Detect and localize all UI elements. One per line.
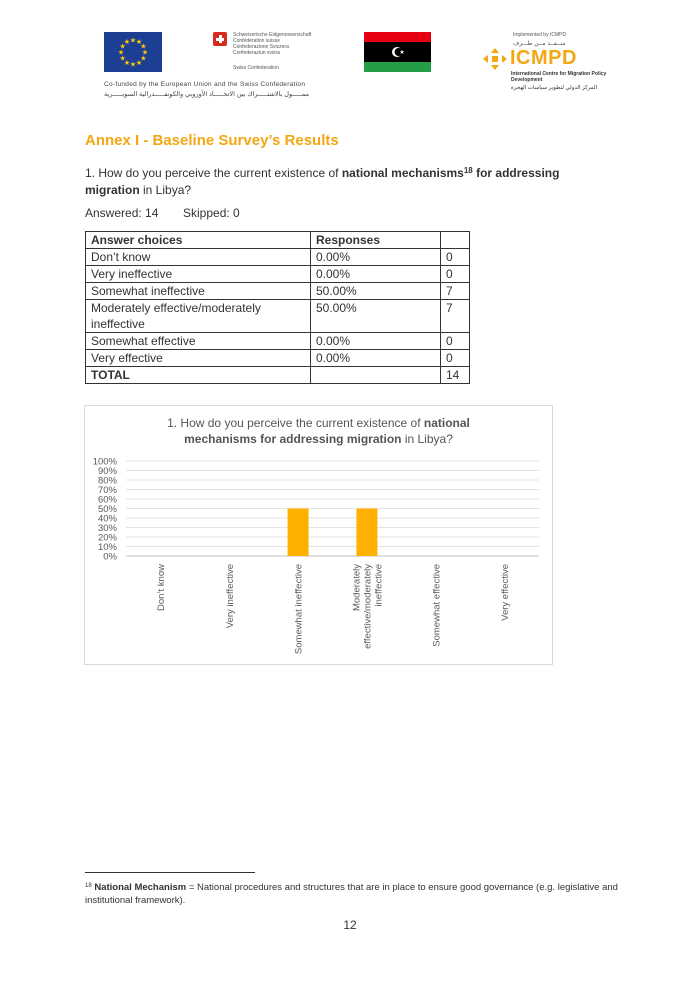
- responses-table: [85, 231, 470, 384]
- eu-star: ★: [140, 43, 147, 51]
- y-tick-label: 70%: [97, 485, 117, 496]
- chart-title-part: in Libya?: [401, 432, 453, 446]
- y-tick-label: 50%: [97, 504, 117, 515]
- eu-star: ★: [140, 55, 147, 63]
- eu-star: ★: [141, 49, 149, 57]
- crescent-star-icon: [364, 42, 431, 62]
- table-row: Somewhat effective 0.00% 0: [86, 333, 470, 350]
- eu-star: ★: [117, 49, 125, 57]
- header-count: [441, 232, 470, 249]
- eu-star: ★: [129, 37, 137, 45]
- implemented-by-arabic: منــفــذ مــن طـــرف: [513, 41, 566, 47]
- eu-star: ★: [119, 55, 126, 63]
- eu-star: ★: [129, 61, 137, 69]
- x-tick-label: ineffective: [373, 564, 385, 607]
- y-tick-label: 40%: [97, 513, 117, 525]
- eu-stars-icon: [104, 32, 162, 72]
- swiss-names: Schweizerische Eidgenossenschaft Confédération suisse Confederazione Svizzera Confederaziun svizra: [233, 32, 312, 56]
- icmpd-full-name: International Centre for Migration Policy Development: [511, 71, 607, 83]
- x-tick-label: Somewhat ineffective: [293, 564, 305, 655]
- y-tick-label: 10%: [97, 542, 117, 553]
- chart-title-part: national: [423, 416, 470, 430]
- eu-star: ★: [135, 59, 143, 67]
- survey-question: 1. How do you perceive the current existence of national mechanisms$^{18}$ for addressing migration in Libya?: [85, 166, 560, 197]
- responses-bar-chart: [84, 405, 553, 665]
- icmpd-wordmark: ICMPD: [510, 47, 577, 69]
- x-tick-label: Moderately: [351, 564, 363, 611]
- header-answer-choices: Answer choices: [86, 232, 311, 249]
- cofunded-statement-arabic: ممـــــول بالاشتـــــراك بين الاتحـــــاد الأوروبي والكونفـــــدرالية السويـــــرية: [104, 91, 310, 98]
- x-tick-label: effective/moderately: [362, 564, 374, 649]
- eu-star: ★: [135, 39, 143, 47]
- table-row: Moderately effective/moderately ineffective 50.00% 7: [86, 300, 470, 333]
- table-row: Very effective 0.00% 0: [86, 350, 470, 367]
- x-tick-label: Don’t know: [155, 564, 167, 611]
- swiss-confederation-label: Swiss Confederation: [233, 65, 279, 71]
- table-header-row: [86, 232, 470, 249]
- table-row: Don’t know 0.00% 0: [86, 249, 470, 266]
- header-responses: Responses: [311, 232, 441, 249]
- y-tick-label: 20%: [97, 532, 117, 544]
- x-tick-label: Very ineffective: [224, 564, 236, 629]
- y-tick-label: 0%: [103, 551, 117, 563]
- eu-flag-logo: [104, 32, 162, 72]
- y-tick-label: 80%: [97, 475, 117, 487]
- footnote-separator: [85, 872, 255, 873]
- bar: [356, 509, 377, 557]
- chart-title-part: 1. How do you perceive the current existence of: [167, 416, 424, 430]
- icmpd-arrows-icon: [483, 48, 507, 70]
- skipped-count: Skipped: 0: [183, 206, 240, 220]
- icmpd-logo: [483, 32, 607, 94]
- annex-title: Annex I - Baseline Survey’s Results: [85, 132, 339, 149]
- swiss-cross-icon: [213, 32, 227, 46]
- footnote-ref: 18: [463, 166, 473, 175]
- cofunded-statement: Co-funded by the European Union and the Swiss Confederation: [104, 81, 306, 88]
- y-tick-label: 60%: [97, 494, 117, 506]
- chart-plot: [85, 406, 552, 664]
- swiss-confederation-logo: [213, 32, 323, 74]
- bar: [288, 509, 309, 557]
- libya-flag-logo: [364, 32, 431, 72]
- x-tick-label: Very effective: [500, 564, 512, 621]
- eu-star: ★: [123, 39, 131, 47]
- page-number: 12: [343, 918, 357, 932]
- table-row: Very ineffective 0.00% 0: [86, 266, 470, 283]
- footnote: $^{18}$ National Mechanism = National procedures and structures that are in place to ensure good governance (e.g. legislative and institutional framework).: [85, 882, 618, 906]
- y-tick-label: 30%: [97, 523, 117, 534]
- eu-star: ★: [119, 43, 126, 51]
- y-tick-label: 90%: [97, 466, 117, 477]
- x-tick-label: Somewhat effective: [431, 564, 443, 647]
- answered-count: Answered: 14: [85, 206, 159, 220]
- table-row: Somewhat ineffective 50.00% 7: [86, 283, 470, 300]
- eu-star: ★: [123, 59, 131, 67]
- y-tick-label: 100%: [92, 456, 117, 468]
- chart-title-part: mechanisms for addressing migration: [184, 432, 402, 446]
- implemented-by-label: Implemented by ICMPD: [513, 32, 567, 38]
- table-total-row: TOTAL 14: [86, 367, 470, 384]
- icmpd-arabic-name: المركز الدولي لتطوير سياسات الهجرة: [511, 85, 598, 91]
